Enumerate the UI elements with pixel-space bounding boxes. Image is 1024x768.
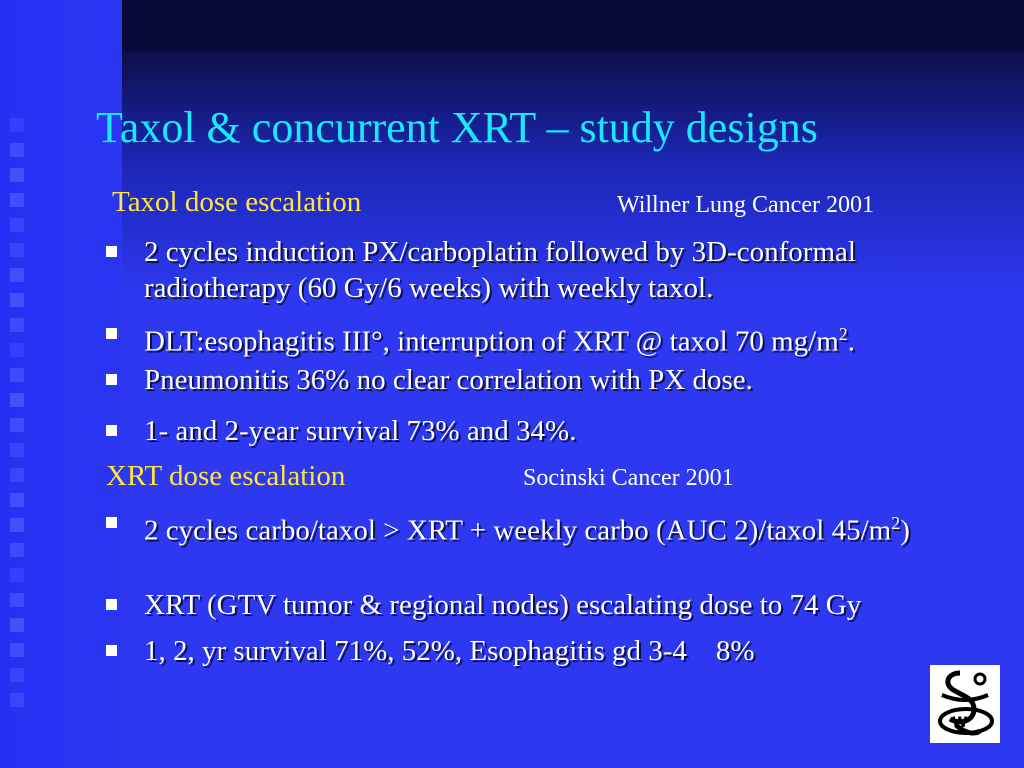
bullet-icon (106, 246, 117, 257)
citation-willner: Willner Lung Cancer 2001 (617, 192, 874, 218)
svg-text:W: W (952, 715, 968, 731)
decorative-square (10, 543, 24, 557)
bullet-icon (106, 374, 117, 385)
list-item (106, 362, 996, 398)
decorative-square (10, 493, 24, 507)
list-item-main: DLT:esophagitis III°, interruption of XRT @ taxol 70 mg/m (144, 325, 839, 358)
list-item (106, 413, 996, 449)
decorative-square (10, 643, 24, 657)
list-item-tail: ) (900, 514, 910, 547)
list-item-text: 2 cycles induction PX/carboplatin followed by 3D-conformal radiotherapy (60 Gy/6 weeks) with weekly taxol. (144, 236, 856, 304)
decorative-square (10, 468, 24, 482)
decorative-square (10, 193, 24, 207)
decorative-square (10, 618, 24, 632)
bullet-icon (106, 599, 117, 610)
decorative-square (10, 418, 24, 432)
decorative-square (10, 318, 24, 332)
citation-socinski: Socinski Cancer 2001 (523, 465, 734, 491)
decorative-square (10, 343, 24, 357)
superscript: 2 (838, 324, 848, 344)
list-item (106, 234, 996, 306)
superscript: 2 (891, 513, 901, 533)
top-band (122, 0, 1024, 52)
list-item-text: XRT (GTV tumor & regional nodes) escalating dose to 74 Gy (144, 589, 862, 621)
slide-title: Taxol & concurrent XRT – study designs (96, 103, 818, 152)
section-heading-xrt: XRT dose escalation (106, 460, 346, 492)
decorative-square (10, 368, 24, 382)
list-item (106, 316, 996, 360)
list-item-text (144, 505, 996, 549)
decorative-square (10, 668, 24, 682)
decorative-square (10, 693, 24, 707)
decorative-square (10, 393, 24, 407)
decorative-square (10, 593, 24, 607)
list-item-text: 1- and 2-year survival 73% and 34%. (144, 415, 577, 447)
list-item (106, 587, 996, 623)
bullet-icon (106, 425, 117, 436)
list-item-text: 1, 2, yr survival 71%, 52%, Esophagitis gd 3-4 8% (144, 635, 755, 667)
decorative-square (10, 568, 24, 582)
decorative-square (10, 443, 24, 457)
decorative-square (10, 268, 24, 282)
decorative-square (10, 218, 24, 232)
decorative-square (10, 518, 24, 532)
bullet-icon (106, 517, 117, 528)
decorative-square (10, 143, 24, 157)
decorative-square (10, 168, 24, 182)
list-item-main: 2 cycles carbo/taxol > XRT + weekly carbo (AUC 2)/taxol 45/m (144, 514, 892, 547)
bullet-icon (106, 328, 117, 339)
list-item-text (144, 316, 996, 360)
institution-logo-icon (930, 665, 1000, 743)
decorative-square (10, 293, 24, 307)
list-item (106, 633, 996, 669)
decorative-square (10, 243, 24, 257)
list-item-tail: . (847, 325, 856, 358)
bullet-icon (106, 645, 117, 656)
decorative-square (10, 118, 24, 132)
list-item-text: Pneumonitis 36% no clear correlation with PX dose. (144, 364, 753, 396)
list-item (106, 505, 996, 549)
section-heading-taxol: Taxol dose escalation (112, 186, 362, 218)
decorative-squares (4, 118, 34, 718)
